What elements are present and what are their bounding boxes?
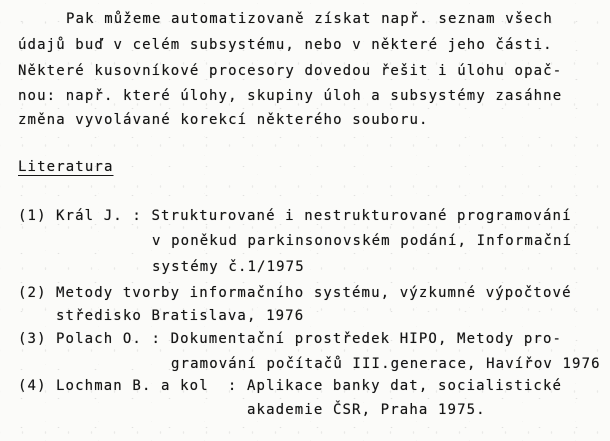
reference-line: gramování počítačů III.generace, Havířov 1976 (171, 356, 601, 372)
reference-line: Král J. : Strukturované i nestrukturované programování (56, 208, 572, 224)
paragraph-line: nou: např. které úlohy, skupiny úloh a subsystémy zasáhne (18, 88, 563, 104)
reference-number: (2) (18, 285, 47, 301)
paragraph-line: změna vyvolávané korekcí některého souboru. (18, 112, 429, 128)
paragraph-line: Některé kusovníkové procesory dovedou řešit i úlohu opač- (18, 63, 563, 79)
reference-line: Metody tvorby informačního systému, výzkumné výpočtové (56, 285, 572, 301)
reference-line: středisko Bratislava, 1976 (56, 308, 305, 324)
literature-heading: Literatura (18, 159, 114, 175)
reference-number: (1) (18, 208, 47, 224)
reference-line: Lochman B. a kol : Aplikace banky dat, socialistické (56, 378, 563, 394)
reference-number: (4) (18, 378, 47, 394)
reference-line: akademie ČSR, Praha 1975. (247, 402, 486, 418)
paragraph-line: údajů buď v celém subsystému, nebo v některé jeho části. (18, 37, 553, 53)
reference-line: systémy č.1/1975 (152, 259, 305, 275)
paragraph-line: Pak můžeme automatizovaně získat např. seznam všech (66, 11, 553, 27)
reference-line: Polach O. : Dokumentační prostředek HIPO, Metody pro- (56, 331, 563, 347)
reference-number: (3) (18, 331, 47, 347)
reference-line: v poněkud parkinsonovském podání, Informační (152, 233, 573, 249)
